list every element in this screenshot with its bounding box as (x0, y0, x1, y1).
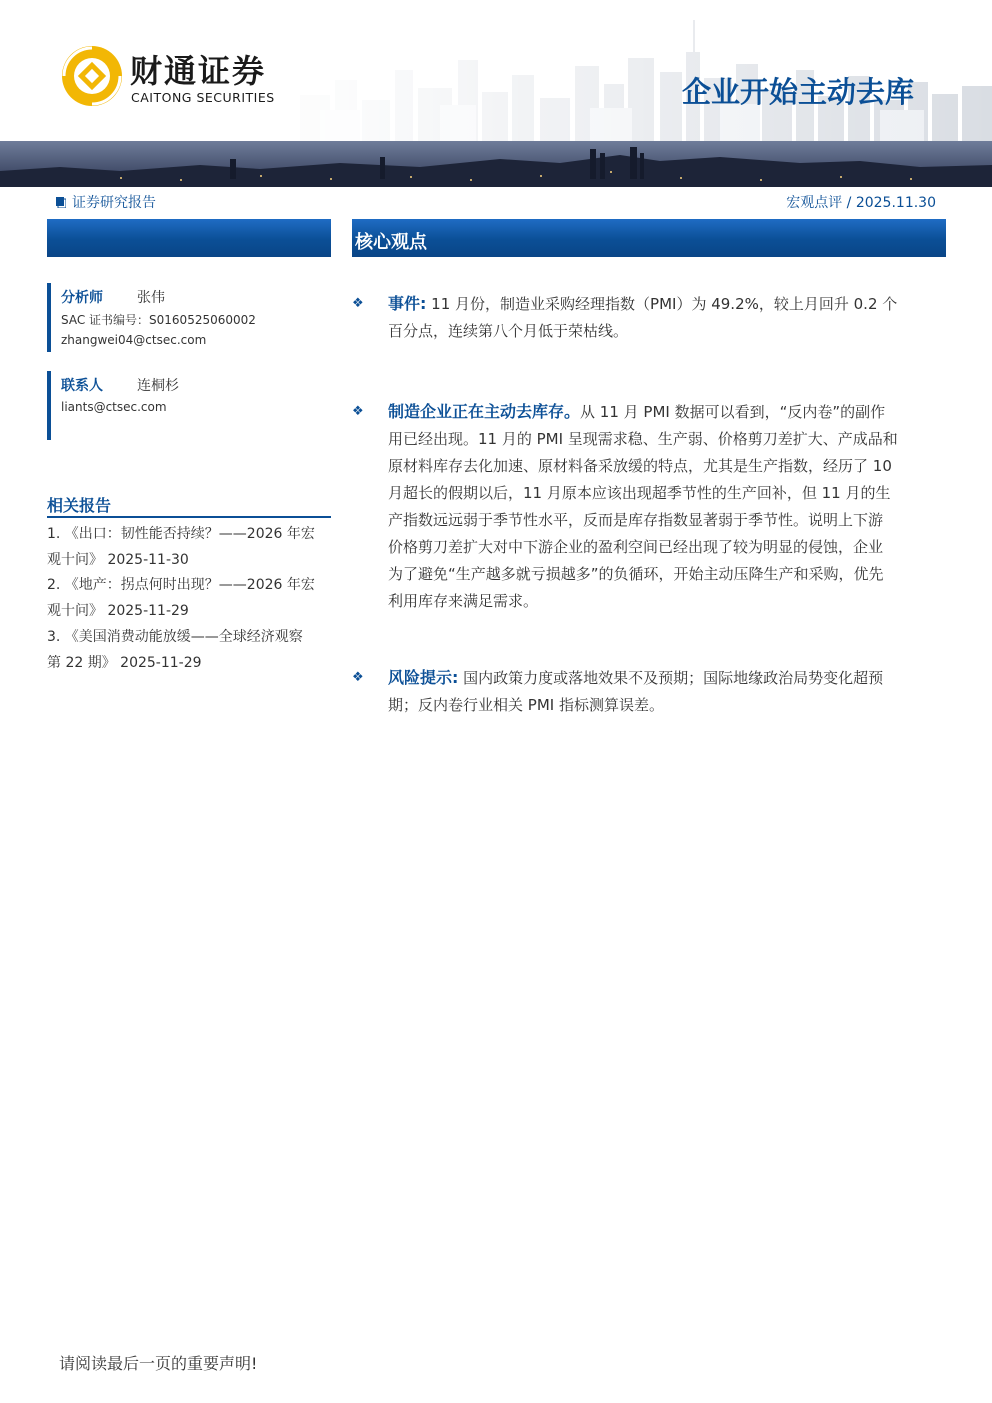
contact-name: 连桐杉 (137, 378, 179, 394)
paragraph-line: 百分点，连续第八个月低于荣枯线。 (388, 322, 629, 340)
destocking-lead: 制造企业正在主动去库存。 (388, 402, 581, 421)
contact-role: 联系人 (61, 378, 103, 394)
analyst-name: 张伟 (137, 290, 165, 306)
risk-paragraph (388, 664, 944, 719)
paragraph-line: 为了避免“生产越多就亏损越多”的负循环，开始主动压降生产和采购，优先 (388, 565, 884, 583)
company-logo (60, 44, 310, 110)
paragraph-line: 利用库存来满足需求。 (388, 592, 539, 610)
document-icon (56, 197, 66, 208)
paragraph-line: 用已经出现。11 月的 PMI 呈现需求稳、生产弱、价格剪刀差扩大、产成品和 (388, 430, 898, 448)
city-panorama-band (0, 141, 992, 187)
paragraph-line: 产指数远远弱于季节性水平，反而是库存指数显著弱于季节性。说明上下游 (388, 511, 884, 529)
paragraph-line: 原材料库存去化加速、原材料备采放缓的特点，尤其是生产指数，经历了 10 (388, 457, 892, 475)
risk-lead: 风险提示: (388, 668, 459, 687)
paragraph-line (388, 398, 944, 426)
event-lead: 事件: (388, 294, 427, 313)
report-type-label (56, 192, 156, 212)
category-date: 宏观点评 / 2025.11.30 (786, 195, 936, 211)
page-header (0, 0, 992, 188)
destocking-paragraph (388, 398, 944, 615)
analyst-info (47, 283, 335, 352)
diamond-bullet-icon: ❖ (352, 404, 364, 419)
analyst-email[interactable]: zhangwei04@ctsec.com (61, 333, 207, 347)
risk-text: 国内政策力度或落地效果不及预期；国际地缘政治局势变化超预 (458, 669, 884, 687)
destocking-text: 从 11 月 PMI 数据可以看到，“反内卷”的副作 (580, 403, 886, 421)
related-report-line[interactable]: 2. 《地产：拐点何时出现？——2026 年宏 (47, 577, 315, 593)
brand-name-en: CAITONG SECURITIES (131, 90, 275, 105)
related-report-line[interactable]: 3. 《美国消费动能放缓——全球经济观察 (47, 629, 303, 645)
related-reports-divider (47, 516, 331, 518)
related-report-line[interactable]: 第 22 期》 2025-11-29 (47, 655, 202, 671)
event-text: 11 月份，制造业采购经理指数（PMI）为 49.2%，较上月回升 0.2 个 (426, 295, 898, 313)
caitong-logo-icon (60, 44, 124, 108)
paragraph-line: 价格剪刀差扩大对中下游企业的盈利空间已经出现了较为明显的侵蚀，企业 (388, 538, 884, 556)
brand-name-cn: 财通证券 (130, 52, 267, 90)
analyst-sac-number: SAC 证书编号：S0160525060002 (61, 313, 256, 327)
related-report-line[interactable]: 1. 《出口：韧性能否持续？——2026 年宏 (47, 526, 315, 542)
related-report-line[interactable]: 观十问》 2025-11-29 (47, 603, 189, 619)
core-view-title: 核心观点 (355, 232, 427, 253)
diamond-bullet-icon: ❖ (352, 296, 364, 311)
related-reports-title: 相关报告 (47, 496, 112, 515)
left-column-header-bar (47, 219, 331, 257)
report-title: 企业开始主动去库 (681, 75, 914, 109)
paragraph-line: 月超长的假期以后，11 月原本应该出现超季节性的生产回补，但 11 月的生 (388, 484, 891, 502)
contact-info (47, 371, 335, 440)
paragraph-line: 期；反内卷行业相关 PMI 指标测算误差。 (388, 696, 664, 714)
analyst-role: 分析师 (61, 290, 103, 306)
paragraph-line (388, 290, 944, 318)
report-type-text: 证券研究报告 (72, 195, 156, 211)
diamond-bullet-icon: ❖ (352, 670, 364, 685)
event-paragraph (388, 290, 944, 345)
related-report-line[interactable]: 观十问》 2025-11-30 (47, 552, 189, 568)
disclaimer-note: 请阅读最后一页的重要声明! (59, 1354, 258, 1373)
core-view-header (352, 219, 946, 257)
contact-email[interactable]: liants@ctsec.com (61, 400, 167, 414)
paragraph-line (388, 664, 944, 692)
